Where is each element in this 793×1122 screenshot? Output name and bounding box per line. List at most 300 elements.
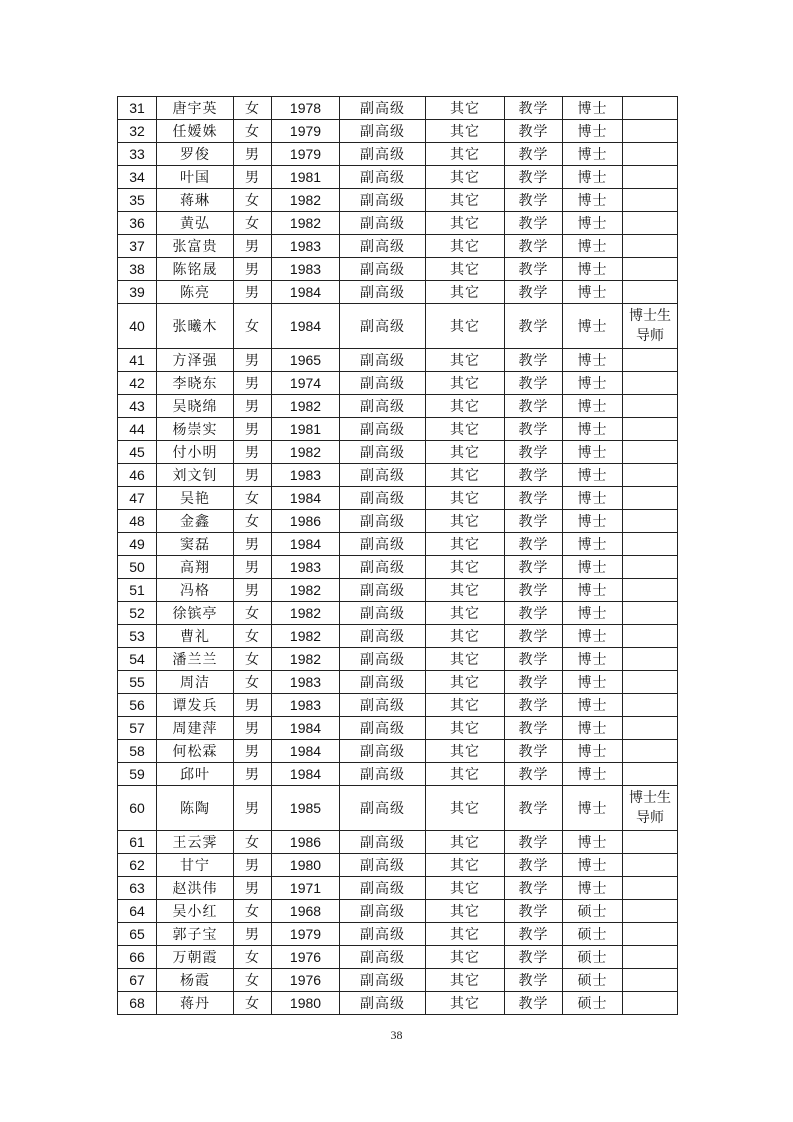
cell-name: 陈铭晟: [157, 258, 234, 281]
cell-name: 王云霁: [157, 831, 234, 854]
cell-post: 教学: [505, 97, 563, 120]
cell-post: 教学: [505, 189, 563, 212]
cell-title: 副高级: [340, 212, 426, 235]
table-row: [118, 418, 678, 441]
table-row: [118, 212, 678, 235]
cell-name: 吴晓绵: [157, 395, 234, 418]
cell-note: [623, 556, 678, 579]
table-row: [118, 602, 678, 625]
table-row: [118, 923, 678, 946]
table-row: [118, 556, 678, 579]
cell-note: [623, 602, 678, 625]
cell-note: [623, 854, 678, 877]
cell-name: 黄弘: [157, 212, 234, 235]
cell-name: 陈亮: [157, 281, 234, 304]
cell-gender: 男: [234, 579, 272, 602]
cell-post: 教学: [505, 556, 563, 579]
table-row: [118, 671, 678, 694]
cell-title: 副高级: [340, 992, 426, 1015]
cell-degree: 博士: [563, 120, 623, 143]
cell-birth-year: 1982: [272, 441, 340, 464]
cell-title: 副高级: [340, 304, 426, 349]
cell-title: 副高级: [340, 556, 426, 579]
cell-gender: 女: [234, 625, 272, 648]
cell-note: [623, 694, 678, 717]
cell-post: 教学: [505, 602, 563, 625]
cell-name: 张富贵: [157, 235, 234, 258]
cell-degree: 博士: [563, 464, 623, 487]
cell-birth-year: 1984: [272, 281, 340, 304]
cell-number: 46: [118, 464, 157, 487]
cell-name: 高翔: [157, 556, 234, 579]
cell-degree: 硕士: [563, 946, 623, 969]
cell-gender: 男: [234, 166, 272, 189]
cell-post: 教学: [505, 648, 563, 671]
cell-gender: 男: [234, 923, 272, 946]
cell-number: 55: [118, 671, 157, 694]
cell-title: 副高级: [340, 143, 426, 166]
cell-post: 教学: [505, 281, 563, 304]
cell-category: 其它: [426, 97, 505, 120]
cell-category: 其它: [426, 992, 505, 1015]
table-row: [118, 372, 678, 395]
cell-birth-year: 1965: [272, 349, 340, 372]
cell-degree: 博士: [563, 349, 623, 372]
cell-title: 副高级: [340, 625, 426, 648]
cell-note: [623, 120, 678, 143]
cell-post: 教学: [505, 969, 563, 992]
cell-name: 杨霞: [157, 969, 234, 992]
cell-note: [623, 166, 678, 189]
cell-birth-year: 1979: [272, 120, 340, 143]
cell-birth-year: 1985: [272, 786, 340, 831]
cell-category: 其它: [426, 395, 505, 418]
cell-category: 其它: [426, 487, 505, 510]
cell-degree: 博士: [563, 441, 623, 464]
table-row: [118, 786, 678, 831]
cell-title: 副高级: [340, 717, 426, 740]
cell-birth-year: 1982: [272, 212, 340, 235]
cell-degree: 博士: [563, 763, 623, 786]
cell-title: 副高级: [340, 166, 426, 189]
page-number: 38: [390, 1028, 403, 1042]
cell-degree: 博士: [563, 556, 623, 579]
cell-post: 教学: [505, 441, 563, 464]
cell-title: 副高级: [340, 831, 426, 854]
cell-gender: 女: [234, 304, 272, 349]
cell-degree: 博士: [563, 694, 623, 717]
cell-number: 35: [118, 189, 157, 212]
cell-degree: 博士: [563, 304, 623, 349]
cell-note: [623, 969, 678, 992]
cell-note: [623, 235, 678, 258]
cell-number: 33: [118, 143, 157, 166]
cell-title: 副高级: [340, 395, 426, 418]
cell-post: 教学: [505, 235, 563, 258]
table-row: [118, 395, 678, 418]
cell-birth-year: 1984: [272, 304, 340, 349]
cell-name: 唐宇英: [157, 97, 234, 120]
cell-name: 吴艳: [157, 487, 234, 510]
cell-degree: 硕士: [563, 923, 623, 946]
table-row: [118, 235, 678, 258]
cell-title: 副高级: [340, 281, 426, 304]
cell-gender: 女: [234, 946, 272, 969]
cell-category: 其它: [426, 281, 505, 304]
cell-gender: 男: [234, 258, 272, 281]
cell-number: 66: [118, 946, 157, 969]
cell-name: 潘兰兰: [157, 648, 234, 671]
table-row: [118, 464, 678, 487]
cell-number: 51: [118, 579, 157, 602]
cell-post: 教学: [505, 877, 563, 900]
cell-note: [623, 349, 678, 372]
cell-category: 其它: [426, 648, 505, 671]
cell-note: [623, 923, 678, 946]
cell-degree: 博士: [563, 189, 623, 212]
cell-gender: 女: [234, 487, 272, 510]
cell-number: 54: [118, 648, 157, 671]
cell-category: 其它: [426, 189, 505, 212]
cell-birth-year: 1978: [272, 97, 340, 120]
cell-note: [623, 281, 678, 304]
cell-title: 副高级: [340, 946, 426, 969]
cell-title: 副高级: [340, 120, 426, 143]
cell-post: 教学: [505, 464, 563, 487]
cell-post: 教学: [505, 418, 563, 441]
cell-birth-year: 1976: [272, 946, 340, 969]
cell-birth-year: 1982: [272, 189, 340, 212]
cell-gender: 男: [234, 854, 272, 877]
cell-category: 其它: [426, 533, 505, 556]
cell-name: 窦磊: [157, 533, 234, 556]
table-row: [118, 992, 678, 1015]
cell-note: [623, 579, 678, 602]
cell-birth-year: 1984: [272, 740, 340, 763]
cell-title: 副高级: [340, 372, 426, 395]
cell-title: 副高级: [340, 740, 426, 763]
cell-category: 其它: [426, 372, 505, 395]
cell-number: 44: [118, 418, 157, 441]
cell-birth-year: 1984: [272, 533, 340, 556]
cell-birth-year: 1983: [272, 694, 340, 717]
cell-title: 副高级: [340, 533, 426, 556]
cell-birth-year: 1974: [272, 372, 340, 395]
cell-number: 36: [118, 212, 157, 235]
cell-degree: 博士: [563, 258, 623, 281]
cell-name: 陈陶: [157, 786, 234, 831]
cell-post: 教学: [505, 487, 563, 510]
table-row: [118, 854, 678, 877]
table-row: [118, 763, 678, 786]
cell-title: 副高级: [340, 877, 426, 900]
cell-birth-year: 1983: [272, 556, 340, 579]
cell-post: 教学: [505, 992, 563, 1015]
cell-category: 其它: [426, 304, 505, 349]
table-row: [118, 281, 678, 304]
cell-number: 68: [118, 992, 157, 1015]
cell-title: 副高级: [340, 694, 426, 717]
table-row: [118, 831, 678, 854]
cell-gender: 男: [234, 556, 272, 579]
cell-note: [623, 97, 678, 120]
cell-degree: 博士: [563, 854, 623, 877]
cell-number: 32: [118, 120, 157, 143]
cell-name: 邱叶: [157, 763, 234, 786]
cell-number: 43: [118, 395, 157, 418]
cell-birth-year: 1979: [272, 143, 340, 166]
cell-number: 62: [118, 854, 157, 877]
cell-gender: 男: [234, 717, 272, 740]
cell-degree: 博士: [563, 510, 623, 533]
cell-degree: 博士: [563, 487, 623, 510]
cell-number: 49: [118, 533, 157, 556]
cell-name: 冯格: [157, 579, 234, 602]
cell-birth-year: 1986: [272, 831, 340, 854]
cell-category: 其它: [426, 763, 505, 786]
cell-gender: 女: [234, 648, 272, 671]
cell-category: 其它: [426, 464, 505, 487]
table-row: [118, 900, 678, 923]
cell-note: [623, 671, 678, 694]
table-row: [118, 946, 678, 969]
cell-gender: 女: [234, 212, 272, 235]
cell-post: 教学: [505, 763, 563, 786]
table-row: [118, 533, 678, 556]
cell-name: 万朝霞: [157, 946, 234, 969]
table-row: [118, 579, 678, 602]
cell-number: 59: [118, 763, 157, 786]
cell-number: 64: [118, 900, 157, 923]
cell-name: 任嫒姝: [157, 120, 234, 143]
cell-note: [623, 258, 678, 281]
cell-category: 其它: [426, 258, 505, 281]
cell-number: 31: [118, 97, 157, 120]
staff-table: [117, 96, 678, 1015]
cell-name: 罗俊: [157, 143, 234, 166]
cell-birth-year: 1982: [272, 648, 340, 671]
cell-category: 其它: [426, 579, 505, 602]
cell-post: 教学: [505, 946, 563, 969]
cell-birth-year: 1976: [272, 969, 340, 992]
cell-category: 其它: [426, 556, 505, 579]
cell-category: 其它: [426, 671, 505, 694]
cell-post: 教学: [505, 372, 563, 395]
cell-post: 教学: [505, 854, 563, 877]
cell-category: 其它: [426, 418, 505, 441]
cell-birth-year: 1982: [272, 579, 340, 602]
cell-note: [623, 441, 678, 464]
cell-title: 副高级: [340, 189, 426, 212]
cell-number: 53: [118, 625, 157, 648]
cell-note: [623, 143, 678, 166]
cell-number: 34: [118, 166, 157, 189]
cell-birth-year: 1979: [272, 923, 340, 946]
cell-name: 蒋丹: [157, 992, 234, 1015]
cell-degree: 硕士: [563, 969, 623, 992]
cell-number: 58: [118, 740, 157, 763]
cell-birth-year: 1984: [272, 763, 340, 786]
cell-post: 教学: [505, 671, 563, 694]
cell-gender: 男: [234, 372, 272, 395]
cell-gender: 男: [234, 763, 272, 786]
cell-post: 教学: [505, 900, 563, 923]
cell-number: 67: [118, 969, 157, 992]
cell-degree: 博士: [563, 786, 623, 831]
cell-gender: 女: [234, 831, 272, 854]
cell-degree: 博士: [563, 281, 623, 304]
cell-post: 教学: [505, 694, 563, 717]
staff-table-body: [118, 97, 678, 1015]
cell-birth-year: 1983: [272, 464, 340, 487]
cell-name: 郭子宝: [157, 923, 234, 946]
cell-name: 李晓东: [157, 372, 234, 395]
cell-post: 教学: [505, 166, 563, 189]
cell-title: 副高级: [340, 441, 426, 464]
cell-gender: 女: [234, 969, 272, 992]
cell-gender: 女: [234, 189, 272, 212]
cell-title: 副高级: [340, 648, 426, 671]
cell-number: 41: [118, 349, 157, 372]
cell-gender: 女: [234, 992, 272, 1015]
cell-title: 副高级: [340, 671, 426, 694]
cell-note: [623, 533, 678, 556]
cell-gender: 男: [234, 349, 272, 372]
cell-name: 赵洪伟: [157, 877, 234, 900]
cell-number: 57: [118, 717, 157, 740]
cell-name: 蒋琳: [157, 189, 234, 212]
cell-category: 其它: [426, 235, 505, 258]
cell-name: 叶国: [157, 166, 234, 189]
cell-title: 副高级: [340, 349, 426, 372]
cell-title: 副高级: [340, 97, 426, 120]
cell-birth-year: 1983: [272, 235, 340, 258]
cell-note: [623, 487, 678, 510]
cell-name: 甘宁: [157, 854, 234, 877]
cell-birth-year: 1984: [272, 717, 340, 740]
cell-gender: 女: [234, 602, 272, 625]
cell-post: 教学: [505, 212, 563, 235]
cell-name: 方泽强: [157, 349, 234, 372]
table-row: [118, 97, 678, 120]
cell-birth-year: 1982: [272, 602, 340, 625]
cell-note: [623, 510, 678, 533]
table-row: [118, 120, 678, 143]
cell-note: [623, 648, 678, 671]
cell-gender: 女: [234, 97, 272, 120]
table-row: [118, 487, 678, 510]
cell-post: 教学: [505, 349, 563, 372]
table-row: [118, 510, 678, 533]
cell-note: 博士生 导师: [623, 786, 678, 831]
cell-name: 谭发兵: [157, 694, 234, 717]
cell-category: 其它: [426, 946, 505, 969]
cell-birth-year: 1982: [272, 625, 340, 648]
cell-number: 48: [118, 510, 157, 533]
cell-title: 副高级: [340, 418, 426, 441]
cell-note: [623, 418, 678, 441]
cell-post: 教学: [505, 395, 563, 418]
cell-birth-year: 1981: [272, 166, 340, 189]
cell-title: 副高级: [340, 763, 426, 786]
cell-name: 张曦木: [157, 304, 234, 349]
cell-birth-year: 1983: [272, 671, 340, 694]
cell-degree: 博士: [563, 671, 623, 694]
cell-degree: 博士: [563, 212, 623, 235]
cell-degree: 硕士: [563, 992, 623, 1015]
cell-category: 其它: [426, 831, 505, 854]
cell-degree: 博士: [563, 625, 623, 648]
cell-title: 副高级: [340, 579, 426, 602]
cell-degree: 博士: [563, 166, 623, 189]
cell-gender: 男: [234, 786, 272, 831]
cell-number: 52: [118, 602, 157, 625]
cell-number: 42: [118, 372, 157, 395]
cell-note: [623, 189, 678, 212]
cell-degree: 博士: [563, 648, 623, 671]
cell-post: 教学: [505, 786, 563, 831]
cell-name: 曹礼: [157, 625, 234, 648]
cell-gender: 女: [234, 900, 272, 923]
cell-name: 徐镔亭: [157, 602, 234, 625]
cell-category: 其它: [426, 854, 505, 877]
cell-category: 其它: [426, 510, 505, 533]
cell-degree: 博士: [563, 395, 623, 418]
cell-title: 副高级: [340, 786, 426, 831]
table-row: [118, 166, 678, 189]
cell-note: [623, 395, 678, 418]
cell-category: 其它: [426, 923, 505, 946]
cell-post: 教学: [505, 143, 563, 166]
cell-gender: 男: [234, 418, 272, 441]
cell-name: 何松霖: [157, 740, 234, 763]
cell-category: 其它: [426, 166, 505, 189]
cell-category: 其它: [426, 441, 505, 464]
cell-title: 副高级: [340, 487, 426, 510]
cell-name: 吴小红: [157, 900, 234, 923]
cell-title: 副高级: [340, 235, 426, 258]
cell-title: 副高级: [340, 602, 426, 625]
cell-gender: 男: [234, 464, 272, 487]
cell-note: [623, 900, 678, 923]
cell-note: [623, 992, 678, 1015]
cell-birth-year: 1971: [272, 877, 340, 900]
cell-note: [623, 464, 678, 487]
cell-number: 38: [118, 258, 157, 281]
cell-note: [623, 212, 678, 235]
table-row: [118, 694, 678, 717]
cell-birth-year: 1984: [272, 487, 340, 510]
cell-degree: 博士: [563, 717, 623, 740]
cell-gender: 女: [234, 510, 272, 533]
cell-note: [623, 946, 678, 969]
cell-post: 教学: [505, 625, 563, 648]
cell-title: 副高级: [340, 900, 426, 923]
table-row: [118, 877, 678, 900]
cell-degree: 博士: [563, 143, 623, 166]
cell-category: 其它: [426, 625, 505, 648]
cell-title: 副高级: [340, 464, 426, 487]
cell-post: 教学: [505, 120, 563, 143]
cell-degree: 博士: [563, 877, 623, 900]
cell-title: 副高级: [340, 510, 426, 533]
cell-category: 其它: [426, 786, 505, 831]
cell-note: [623, 831, 678, 854]
cell-category: 其它: [426, 877, 505, 900]
cell-number: 40: [118, 304, 157, 349]
cell-name: 付小明: [157, 441, 234, 464]
cell-degree: 博士: [563, 579, 623, 602]
